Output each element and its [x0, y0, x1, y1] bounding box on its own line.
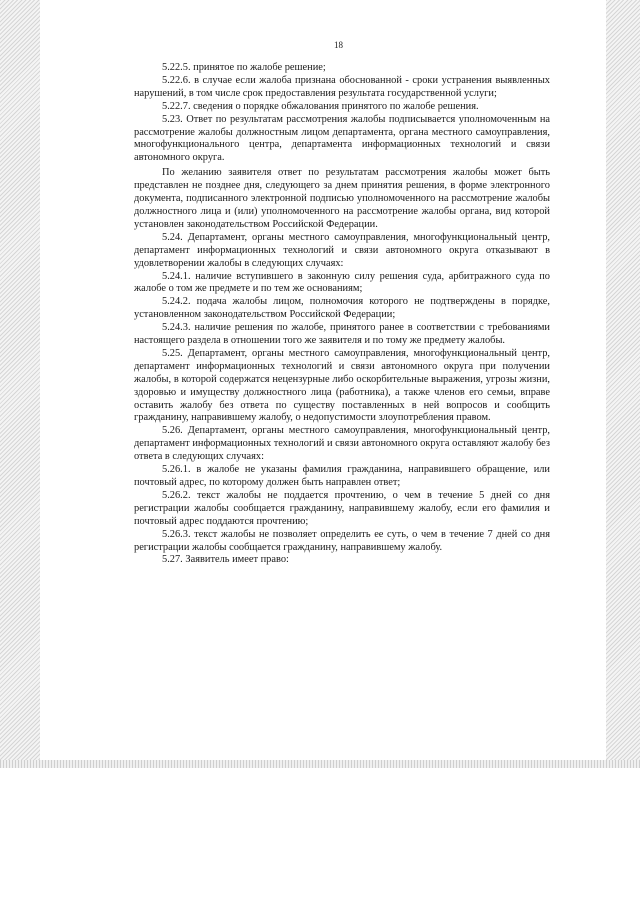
paragraph-5-22-5: 5.22.5. принятое по жалобе решение;	[162, 62, 326, 73]
paragraph-5-23: 5.23. Ответ по результатам рассмотрения жалобы подписывается уполномоченным на рассмотрение жалобы должностным лицом департамента, органа местного самоуправления, многофункционального центра, департамента информационных технологий и связи автономного округа.	[134, 113, 550, 164]
scan-border-right	[606, 0, 640, 768]
paragraph-5-25: 5.25. Департамент, органы местного самоуправления, многофункциональный центр, департамент информационных технологий и связи автономного округа при получении жалобы, в которой содержатся нецензурные либо оскорбительные выражения, угрозы жизни, здоровью и имуществу должностного лица (работника), а также членов его семьи, вправе оставить жалобу без ответа по существу поставленных в ней вопросов и сообщить гражданину, направившему жалобу, о недопустимости злоупотребления правом.	[134, 347, 550, 424]
paragraph-5-22-6: 5.22.6. в случае если жалоба признана обоснованной - сроки устранения выявленных нарушений, в том числе срок предоставления результата государственной услуги;	[134, 74, 550, 99]
paragraph-5-27: 5.27. Заявитель имеет право:	[162, 554, 289, 566]
paragraph-5-24: 5.24. Департамент, органы местного самоуправления, многофункциональный центр, департамент информационных технологий и связи автономного округа отказывают в удовлетворении жалобы в следующих случаях:	[134, 231, 550, 269]
document-body	[134, 62, 550, 567]
page-number: 18	[334, 40, 343, 50]
paragraph-5-26-2: 5.26.2. текст жалобы не поддается прочтению, о чем в течение 5 дней со дня регистрации жалобы сообщается гражданину, направившему жалобу, если его фамилия и почтовый адрес поддаются прочтению;	[134, 489, 550, 527]
paragraph-5-24-3: 5.24.3. наличие решения по жалобе, принятого ранее в соответствии с требованиями настоящего раздела в отношении того же заявителя и по тому же предмету жалобы.	[134, 322, 550, 347]
paragraph-5-24-2: 5.24.2. подача жалобы лицом, полномочия которого не подтверждены в порядке, установленном законодательством Российской Федерации;	[134, 296, 550, 321]
paragraph-5-26-3: 5.26.3. текст жалобы не позволяет определить ее суть, о чем в течение 7 дней со дня регистрации жалобы сообщается гражданину, направившему жалобу.	[134, 528, 550, 553]
paragraph-5-26: 5.26. Департамент, органы местного самоуправления, многофункциональный центр, департамент информационных технологий и связи автономного округа оставляют жалобу без ответа в следующих случаях:	[134, 425, 550, 463]
paragraph-5-23-cont: По желанию заявителя ответ по результатам рассмотрения жалобы может быть представлен не позднее дня, следующего за днем принятия решения, в форме электронного документа, подписанного электронной подписью уполномоченного на рассмотрение жалобы должностного лица и (или) уполномоченного на рассмотрение жалобы органа, вид которой установлен законодательством Российской Федерации.	[134, 167, 550, 230]
scan-border-bottom	[0, 760, 640, 768]
paragraph-5-26-1: 5.26.1. в жалобе не указаны фамилия гражданина, направившего обращение, или почтовый адрес, по которому должен быть направлен ответ;	[134, 464, 550, 488]
paragraph-5-24-1: 5.24.1. наличие вступившего в законную силу решения суда, арбитражного суда по жалобе о том же предмете и по тем же основаниям;	[134, 270, 550, 295]
scan-border-left	[0, 0, 40, 768]
paragraph-5-22-7: 5.22.7. сведения о порядке обжалования принятого по жалобе решения.	[162, 100, 479, 112]
